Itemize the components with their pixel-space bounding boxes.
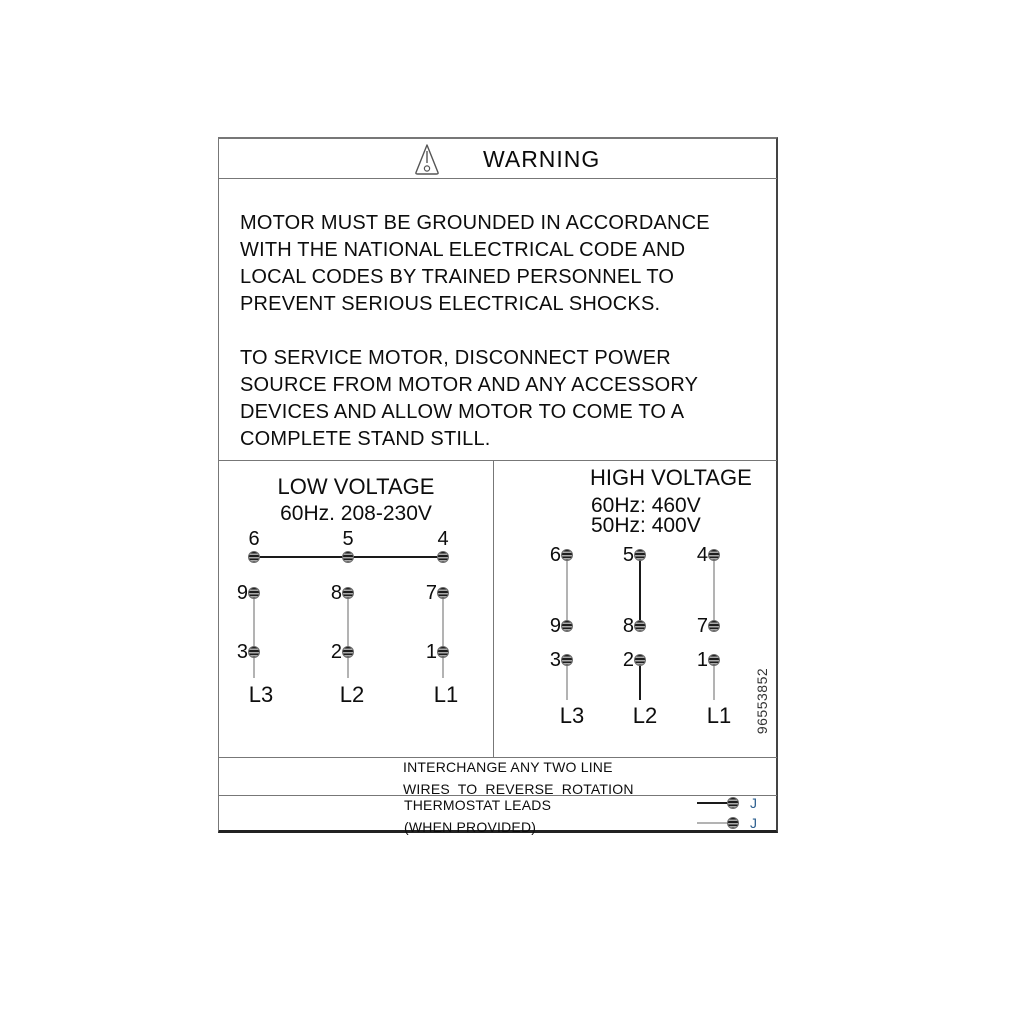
terminal-dot-icon [727,797,739,809]
terminal-number: 6 [549,544,561,566]
terminal-dot-icon [708,549,720,561]
terminal-dot-icon [437,646,449,658]
high-voltage-freq-50hz: 50Hz: 400V [591,514,701,537]
terminal-number: 3 [549,649,561,671]
terminal-number: 9 [549,615,561,637]
terminal-number: 5 [622,544,634,566]
terminal-dot-icon [561,620,573,632]
diagram-notes-divider [219,757,777,758]
thermostat-note-line-1: THERMOSTAT LEADS [404,797,552,813]
warning-line: TO SERVICE MOTOR, DISCONNECT POWER [240,347,671,369]
terminal-number: 1 [425,641,437,663]
terminal-number: 4 [696,544,708,566]
terminal-number: 7 [696,615,708,637]
header-divider [219,178,777,179]
terminal-number: 1 [696,649,708,671]
high-voltage-freq-60hz: 60Hz: 460V [591,494,701,517]
terminal-number: 4 [437,528,449,550]
hv-wire-3-L3 [566,660,568,700]
terminal-number: 2 [330,641,342,663]
warning-line: COMPLETE STAND STILL. [240,428,491,450]
terminal-number: 5 [342,528,354,550]
terminal-dot-icon [561,549,573,561]
warning-line: DEVICES AND ALLOW MOTOR TO COME TO A [240,401,685,423]
warning-diagram-divider [219,460,777,461]
rotation-note-line-1: INTERCHANGE ANY TWO LINE [403,759,613,775]
thermostat-lead1-label: J [750,795,757,811]
warning-line: MOTOR MUST BE GROUNDED IN ACCORDANCE [240,212,710,234]
lv-lead-L1: L1 [433,682,459,707]
thermostat-note-line-2: (WHEN PROVIDED) [404,819,537,835]
lv-wire-8-2-L2 [347,593,349,678]
terminal-dot-icon [342,551,354,563]
lv-wire-9-3-L3 [253,593,255,678]
warning-paragraph-2 [240,345,765,453]
terminal-dot-icon [437,551,449,563]
hv-lead-L1: L1 [706,703,732,728]
hv-wire-6-9 [566,555,568,626]
rotation-note-line-2: WIRES TO REVERSE ROTATION [403,781,634,797]
terminal-dot-icon [634,654,646,666]
thermostat-lead2-wire [697,822,728,824]
terminal-dot-icon [634,549,646,561]
warning-line: SOURCE FROM MOTOR AND ANY ACCESSORY [240,374,699,396]
terminal-number: 2 [622,649,634,671]
terminal-number: 9 [236,582,248,604]
lv-lead-L2: L2 [339,682,365,707]
low-voltage-subtitle: 60Hz. 208-230V [280,502,432,525]
terminal-dot-icon [634,620,646,632]
terminal-dot-icon [561,654,573,666]
terminal-dot-icon [248,646,260,658]
warning-line: PREVENT SERIOUS ELECTRICAL SHOCKS. [240,293,661,315]
warning-line: WITH THE NATIONAL ELECTRICAL CODE AND [240,239,686,261]
terminal-number: 8 [622,615,634,637]
thermostat-lead1-wire [697,802,728,804]
terminal-number: 8 [330,582,342,604]
warning-paragraph-1 [240,210,765,318]
terminal-number: 6 [248,528,260,550]
terminal-dot-icon [437,587,449,599]
hv-lead-L2: L2 [632,703,658,728]
part-number: 96553852 [754,667,770,735]
lv-lead-L3: L3 [248,682,274,707]
terminal-dot-icon [342,587,354,599]
terminal-number: 7 [425,582,437,604]
terminal-dot-icon [248,587,260,599]
warning-triangle-icon [414,143,440,176]
hv-wire-1-L1 [713,660,715,700]
hv-wire-4-7 [713,555,715,626]
low-voltage-title: LOW VOLTAGE [277,474,435,499]
terminal-dot-icon [708,654,720,666]
high-voltage-title: HIGH VOLTAGE [590,465,752,490]
hv-lead-L3: L3 [559,703,585,728]
terminal-dot-icon [342,646,354,658]
lv-wire-7-1-L1 [442,593,444,678]
terminal-dot-icon [727,817,739,829]
voltage-panels-divider [493,460,494,757]
terminal-number: 3 [236,641,248,663]
hv-wire-5-8 [639,555,641,626]
terminal-dot-icon [248,551,260,563]
warning-title: WARNING [483,146,601,172]
hv-wire-2-L2 [639,660,641,700]
thermostat-lead2-label: J [750,815,757,831]
warning-line: LOCAL CODES BY TRAINED PERSONNEL TO [240,266,675,288]
terminal-dot-icon [708,620,720,632]
